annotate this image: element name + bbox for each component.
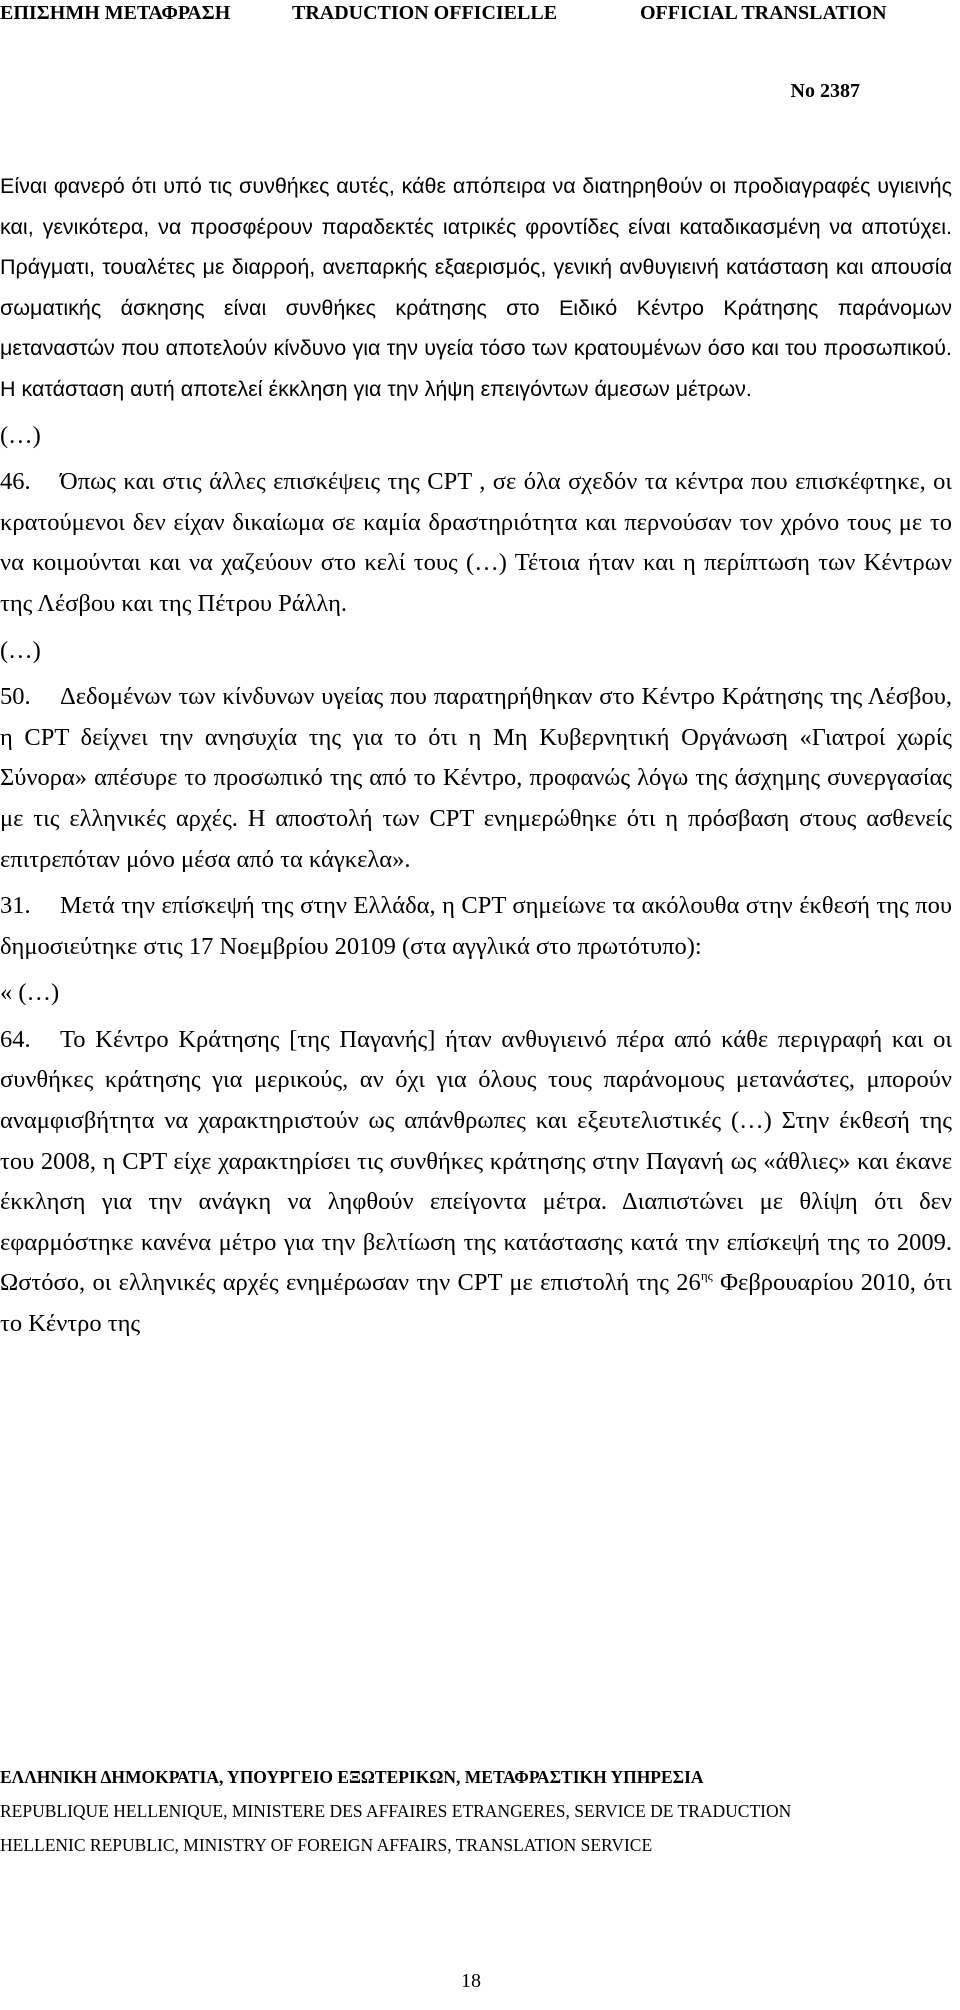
footer-greek: ΕΛΛΗΝΙΚΗ ΔΗΜΟΚΡΑΤΙΑ, ΥΠΟΥΡΓΕΙΟ ΕΞΩΤΕΡΙΚΩΝ, ΜΕΤΑΦΡΑΣΤΙΚΗ ΥΠΗΡΕΣΙΑ (0, 1767, 704, 1787)
paragraph-number: 46. (0, 468, 31, 496)
ordinal-superscript: ης (700, 1268, 713, 1284)
ellipsis-marker: (…) (0, 636, 41, 664)
document-body (0, 166, 952, 1351)
paragraph-50 (0, 677, 952, 880)
paragraph-text: Μετά την επίσκεψή της στην Ελλάδα, η CPT σημείωνε τα ακόλουθα στην έκθεσή της που δημοσιεύτηκε στις 17 Νοεμβρίου 20109 (στα αγγλικά στο πρωτότυπο): (0, 892, 952, 960)
paragraph-number: 64. (0, 1025, 31, 1053)
paragraph-text-tail: Φεβρουαρίου 2010, ότι το Κέντρο της (0, 1269, 952, 1338)
footer-french: REPUBLIQUE HELLENIQUE, MINISTERE DES AFFAIRES ETRANGERES, SERVICE DE TRADUCTION (0, 1801, 792, 1821)
ellipsis-marker: « (…) (0, 979, 60, 1007)
footer-english: HELLENIC REPUBLIC, MINISTRY OF FOREIGN AFFAIRS, TRANSLATION SERVICE (0, 1835, 653, 1855)
paragraph-46 (0, 462, 952, 624)
paragraph-64 (0, 1020, 952, 1345)
header-greek: ΕΠΙΣΗΜΗ ΜΕΤΑΦΡΑΣΗ (0, 2, 231, 24)
ellipsis-marker: (…) (0, 421, 41, 449)
document-number: No 2387 (790, 80, 860, 102)
paragraph-text: Όπως και στις άλλες επισκέψεις της CPT , σε όλα σχεδόν τα κέντρα που επισκέφτηκε, οι κρατούμενοι δεν είχαν δικαίωμα σε καμία δραστηριότητα και περνούσαν τον χρόνο τους με το να κοιμούνται και να χαζεύουν στο κελί τους (…) Τέτοια ήταν και η περίπτωση των Κέντρων της Λέσβου και της Πέτρου Ράλλη. (0, 468, 952, 617)
header-french: TRADUCTION OFFICIELLE (292, 2, 558, 24)
page-footer (0, 1760, 960, 1862)
paragraph-31 (0, 886, 952, 967)
page-header (0, 0, 960, 28)
paragraph-text: Δεδομένων των κίνδυνων υγείας που παρατηρήθηκαν στο Κέντρο Κράτησης της Λέσβου, η CPT δείχνει την ανησυχία της για το ότι η Μη Κυβερνητική Οργάνωση «Γιατροί χωρίς Σύνορα» απέσυρε το προσωπικό της από το Κέντρο, προφανώς λόγω της άσχημης συνεργασίας με τις ελληνικές αρχές. Η αποστολή των CPT ενημερώθηκε ότι η πρόσβαση στους ασθενείς επιτρεπόταν μόνο μέσα από τα κάγκελα». (0, 683, 952, 873)
paragraph-number: 31. (0, 892, 31, 920)
header-english: OFFICIAL TRANSLATION (640, 2, 887, 24)
paragraph-number: 50. (0, 683, 31, 711)
paragraph-text: Το Κέντρο Κράτησης [της Παγανής] ήταν ανθυγιεινό πέρα από κάθε περιγραφή και οι συνθήκες κράτησης για μερικούς, αν όχι για όλους τους παράνομους μετανάστες, μπορούν αναμφισβήτητα να χαρακτηριστούν ως απάνθρωπες και εξευτελιστικές (…) Στην έκθεσή της του 2008, η CPT είχε χαρακτηρίσει τις συνθήκες κράτησης στην Παγανή ως «άθλιες» και έκανε έκκληση για την ανάγκη να ληφθούν επείγοντα μέτρα. Διαπιστώνει με θλίψη ότι δεν εφαρμόστηκε κανένα μέτρο για την βελτίωση της κατάστασης κατά την επίσκεψή της το 2009. Ωστόσο, οι ελληνικές αρχές ενημέρωσαν την CPT με επιστολή της 26 (0, 1025, 952, 1297)
page-number: 18 (461, 1970, 481, 1992)
paragraph-intro: Είναι φανερό ότι υπό τις συνθήκες αυτές, κάθε απόπειρα να διατηρηθούν οι προδιαγραφές υγιεινής και, γενικότερα, να προσφέρουν παραδεκτές ιατρικές φροντίδες είναι καταδικασμένη να αποτύχει. Πράγματι, τουαλέτες με διαρροή, ανεπαρκής εξαερισμός, γενική ανθυγιεινή κατάσταση και απουσία σωματικής άσκησης είναι συνθήκες κράτησης στο Ειδικό Κέντρο Κράτησης παράνομων μεταναστών που αποτελούν κίνδυνο για την υγεία τόσο των κρατουμένων όσο και του προσωπικού. Η κατάσταση αυτή αποτελεί έκκληση για την λήψη επειγόντων άμεσων μέτρων. (0, 174, 952, 401)
